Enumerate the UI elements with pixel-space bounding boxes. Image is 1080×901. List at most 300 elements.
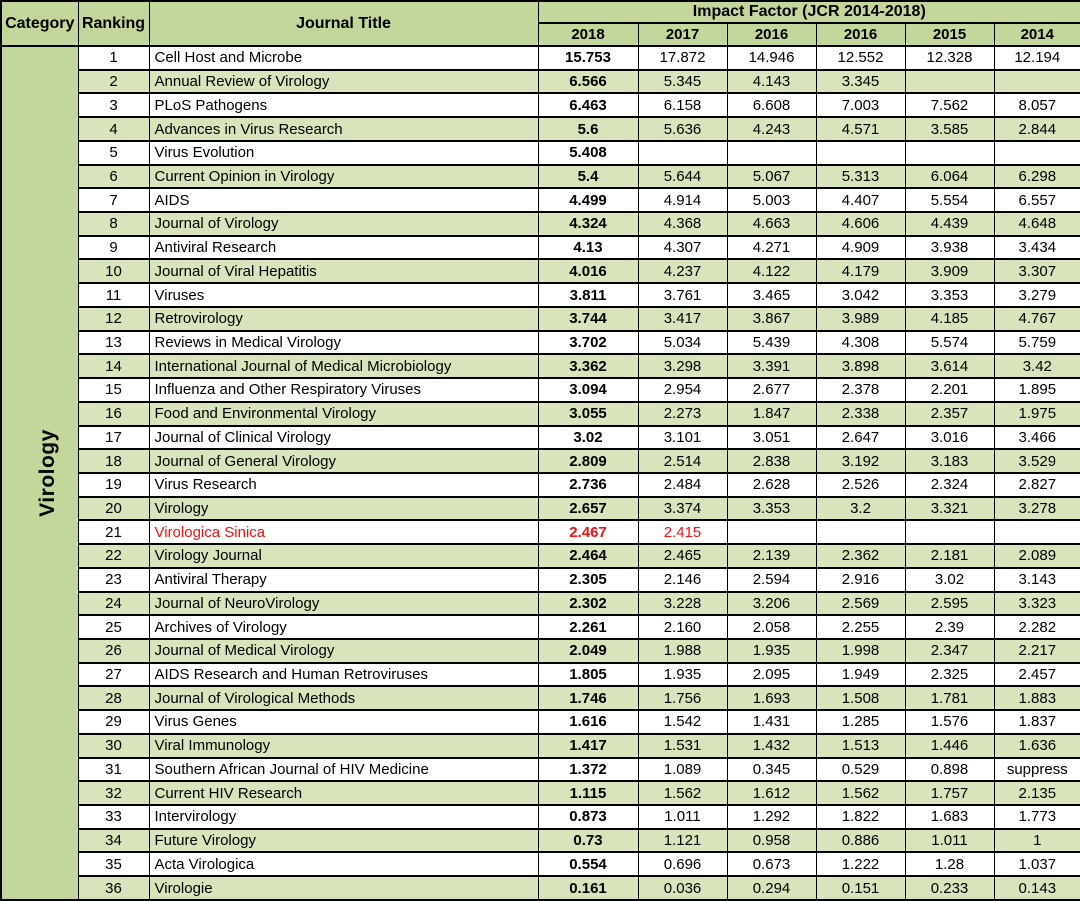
table-row bbox=[1, 734, 1080, 758]
table-row bbox=[1, 686, 1080, 710]
if-value-cell bbox=[994, 520, 1080, 544]
if-value-cell: 3.353 bbox=[727, 497, 816, 521]
if-value-cell bbox=[638, 141, 727, 165]
table-row bbox=[1, 758, 1080, 782]
if-value-cell: 1.531 bbox=[638, 734, 727, 758]
if-value-cell bbox=[727, 520, 816, 544]
if-value-cell: 4.407 bbox=[816, 188, 905, 212]
ranking-cell: 10 bbox=[78, 259, 149, 283]
ranking-cell: 7 bbox=[78, 188, 149, 212]
if-value-cell: 1.773 bbox=[994, 805, 1080, 829]
journal-title-cell: Journal of Virological Methods bbox=[149, 686, 538, 710]
table-row bbox=[1, 426, 1080, 450]
if-value-cell: 5.4 bbox=[538, 165, 638, 189]
ranking-cell: 8 bbox=[78, 212, 149, 236]
if-value-cell: 4.663 bbox=[727, 212, 816, 236]
ranking-cell: 27 bbox=[78, 663, 149, 687]
if-value-cell: 0.696 bbox=[638, 852, 727, 876]
if-value-cell: 0.554 bbox=[538, 852, 638, 876]
if-value-cell: 3.307 bbox=[994, 259, 1080, 283]
if-value-cell: 3.434 bbox=[994, 236, 1080, 260]
if-value-cell: 8.057 bbox=[994, 93, 1080, 117]
table-row bbox=[1, 710, 1080, 734]
if-value-cell: 3.02 bbox=[905, 568, 994, 592]
if-value-cell: 2.526 bbox=[816, 473, 905, 497]
if-value-cell bbox=[994, 141, 1080, 165]
ranking-cell: 26 bbox=[78, 639, 149, 663]
journal-title-cell: Journal of Clinical Virology bbox=[149, 426, 538, 450]
year-header-2018: 2018 bbox=[538, 23, 638, 46]
if-value-cell: 1.693 bbox=[727, 686, 816, 710]
if-value-cell: 3.323 bbox=[994, 592, 1080, 616]
if-value-cell: 3.183 bbox=[905, 449, 994, 473]
if-value-cell: 2.347 bbox=[905, 639, 994, 663]
if-value-cell: 3.02 bbox=[538, 426, 638, 450]
if-value-cell: 4.368 bbox=[638, 212, 727, 236]
if-value-cell: 2.378 bbox=[816, 378, 905, 402]
if-value-cell: 3.042 bbox=[816, 283, 905, 307]
journal-title-cell: Archives of Virology bbox=[149, 615, 538, 639]
if-value-cell: 2.39 bbox=[905, 615, 994, 639]
if-value-cell: 6.158 bbox=[638, 93, 727, 117]
journal-title-cell: Virus Research bbox=[149, 473, 538, 497]
table-row bbox=[1, 354, 1080, 378]
if-value-cell: 0.345 bbox=[727, 758, 816, 782]
table-row bbox=[1, 46, 1080, 70]
ranking-cell: 6 bbox=[78, 165, 149, 189]
table-row bbox=[1, 70, 1080, 94]
if-value-cell: 2.049 bbox=[538, 639, 638, 663]
journal-title-cell: Annual Review of Virology bbox=[149, 70, 538, 94]
journal-title-cell: Southern African Journal of HIV Medicine bbox=[149, 758, 538, 782]
if-value-cell: 1.805 bbox=[538, 663, 638, 687]
if-value-cell: 3.938 bbox=[905, 236, 994, 260]
if-value-cell: 5.034 bbox=[638, 331, 727, 355]
ranking-column-header: Ranking bbox=[78, 1, 149, 46]
if-value-cell: 1.446 bbox=[905, 734, 994, 758]
if-value-cell: 1.756 bbox=[638, 686, 727, 710]
journal-title-cell: Current Opinion in Virology bbox=[149, 165, 538, 189]
if-value-cell: 3.206 bbox=[727, 592, 816, 616]
if-value-cell: 1.837 bbox=[994, 710, 1080, 734]
if-value-cell: 3.298 bbox=[638, 354, 727, 378]
if-value-cell: 2.146 bbox=[638, 568, 727, 592]
ranking-cell: 20 bbox=[78, 497, 149, 521]
if-value-cell: 2.135 bbox=[994, 781, 1080, 805]
if-value-cell: 1.513 bbox=[816, 734, 905, 758]
if-value-cell: 1.372 bbox=[538, 758, 638, 782]
journal-title-cell: AIDS bbox=[149, 188, 538, 212]
if-value-cell: 3.417 bbox=[638, 307, 727, 331]
if-value-cell: 2.338 bbox=[816, 402, 905, 426]
if-value-cell: 3.278 bbox=[994, 497, 1080, 521]
journal-title-cell: Virology Journal bbox=[149, 544, 538, 568]
if-value-cell: 4.909 bbox=[816, 236, 905, 260]
if-value-cell: 2.647 bbox=[816, 426, 905, 450]
if-value-cell: 3.051 bbox=[727, 426, 816, 450]
table-row bbox=[1, 497, 1080, 521]
if-value-cell: 3.094 bbox=[538, 378, 638, 402]
if-value-cell: 2.657 bbox=[538, 497, 638, 521]
year-header-2016a: 2016 bbox=[727, 23, 816, 46]
journal-title-cell: Journal of Viral Hepatitis bbox=[149, 259, 538, 283]
journal-title-cell: Intervirology bbox=[149, 805, 538, 829]
journal-title-cell: Advances in Virus Research bbox=[149, 117, 538, 141]
if-value-cell: 6.566 bbox=[538, 70, 638, 94]
journal-title-cell: Viral Immunology bbox=[149, 734, 538, 758]
if-value-cell: 3.898 bbox=[816, 354, 905, 378]
if-value-cell: 1.222 bbox=[816, 852, 905, 876]
if-value-cell: 3.228 bbox=[638, 592, 727, 616]
if-value-cell: 1.683 bbox=[905, 805, 994, 829]
year-header-2016b: 2016 bbox=[816, 23, 905, 46]
if-value-cell: 1.011 bbox=[905, 829, 994, 853]
if-value-cell: 2.201 bbox=[905, 378, 994, 402]
ranking-cell: 5 bbox=[78, 141, 149, 165]
ranking-cell: 15 bbox=[78, 378, 149, 402]
ranking-cell: 34 bbox=[78, 829, 149, 853]
if-value-cell: 4.439 bbox=[905, 212, 994, 236]
journal-title-cell: Virology bbox=[149, 497, 538, 521]
table-row bbox=[1, 165, 1080, 189]
journal-title-cell: Journal of Medical Virology bbox=[149, 639, 538, 663]
if-value-cell: 2.325 bbox=[905, 663, 994, 687]
if-value-cell: 3.465 bbox=[727, 283, 816, 307]
ranking-cell: 23 bbox=[78, 568, 149, 592]
if-value-cell: 6.064 bbox=[905, 165, 994, 189]
if-value-cell: 1.757 bbox=[905, 781, 994, 805]
if-value-cell: 1.998 bbox=[816, 639, 905, 663]
journal-title-cell: Virus Evolution bbox=[149, 141, 538, 165]
if-value-cell: 1.616 bbox=[538, 710, 638, 734]
year-header-2014: 2014 bbox=[994, 23, 1080, 46]
if-value-cell: 0.73 bbox=[538, 829, 638, 853]
if-value-cell: 3.353 bbox=[905, 283, 994, 307]
if-value-cell: 2.514 bbox=[638, 449, 727, 473]
if-value-cell: 1.895 bbox=[994, 378, 1080, 402]
if-value-cell: 1.975 bbox=[994, 402, 1080, 426]
table-row bbox=[1, 592, 1080, 616]
ranking-cell: 18 bbox=[78, 449, 149, 473]
impact-factor-group-header: Impact Factor (JCR 2014-2018) bbox=[538, 1, 1080, 23]
if-value-cell: 4.122 bbox=[727, 259, 816, 283]
ranking-cell: 17 bbox=[78, 426, 149, 450]
if-value-cell: 1.988 bbox=[638, 639, 727, 663]
if-value-cell: 2.357 bbox=[905, 402, 994, 426]
journal-title-cell: Journal of General Virology bbox=[149, 449, 538, 473]
if-value-cell: 1.285 bbox=[816, 710, 905, 734]
if-value-cell: 1.037 bbox=[994, 852, 1080, 876]
if-value-cell: 1.562 bbox=[638, 781, 727, 805]
if-value-cell: 4.237 bbox=[638, 259, 727, 283]
if-value-cell: 3.909 bbox=[905, 259, 994, 283]
table-row bbox=[1, 188, 1080, 212]
if-value-cell: 1 bbox=[994, 829, 1080, 853]
table-row bbox=[1, 852, 1080, 876]
journal-title-cell: Food and Environmental Virology bbox=[149, 402, 538, 426]
table-row bbox=[1, 117, 1080, 141]
table-row bbox=[1, 93, 1080, 117]
if-value-cell: 2.484 bbox=[638, 473, 727, 497]
if-value-cell: 4.571 bbox=[816, 117, 905, 141]
if-value-cell: 3.529 bbox=[994, 449, 1080, 473]
table-row bbox=[1, 236, 1080, 260]
ranking-cell: 28 bbox=[78, 686, 149, 710]
if-value-cell: 0.873 bbox=[538, 805, 638, 829]
journal-title-cell: Influenza and Other Respiratory Viruses bbox=[149, 378, 538, 402]
if-value-cell: 0.958 bbox=[727, 829, 816, 853]
if-value-cell: 4.243 bbox=[727, 117, 816, 141]
year-header-2015: 2015 bbox=[905, 23, 994, 46]
year-header-2017: 2017 bbox=[638, 23, 727, 46]
journal-title-cell: Acta Virologica bbox=[149, 852, 538, 876]
if-value-cell: 1.115 bbox=[538, 781, 638, 805]
if-value-cell: 4.271 bbox=[727, 236, 816, 260]
if-value-cell: 0.143 bbox=[994, 876, 1080, 900]
table-row bbox=[1, 473, 1080, 497]
if-value-cell: 2.058 bbox=[727, 615, 816, 639]
if-value-cell: 1.432 bbox=[727, 734, 816, 758]
if-value-cell: 7.562 bbox=[905, 93, 994, 117]
if-value-cell: 1.417 bbox=[538, 734, 638, 758]
if-value-cell: 1.935 bbox=[638, 663, 727, 687]
journal-title-cell: Future Virology bbox=[149, 829, 538, 853]
ranking-cell: 4 bbox=[78, 117, 149, 141]
table-row bbox=[1, 663, 1080, 687]
ranking-cell: 33 bbox=[78, 805, 149, 829]
journal-title-cell: Journal of Virology bbox=[149, 212, 538, 236]
ranking-cell: 36 bbox=[78, 876, 149, 900]
if-value-cell bbox=[905, 70, 994, 94]
journal-title-cell: Journal of NeuroVirology bbox=[149, 592, 538, 616]
if-value-cell: 0.673 bbox=[727, 852, 816, 876]
table-row bbox=[1, 544, 1080, 568]
table-row bbox=[1, 307, 1080, 331]
if-value-cell: 1.883 bbox=[994, 686, 1080, 710]
if-value-cell: 7.003 bbox=[816, 93, 905, 117]
ranking-cell: 3 bbox=[78, 93, 149, 117]
if-value-cell: 3.143 bbox=[994, 568, 1080, 592]
if-value-cell: 5.574 bbox=[905, 331, 994, 355]
if-value-cell: 1.746 bbox=[538, 686, 638, 710]
ranking-cell: 1 bbox=[78, 46, 149, 70]
if-value-cell: 0.886 bbox=[816, 829, 905, 853]
if-value-cell: 3.614 bbox=[905, 354, 994, 378]
if-value-cell: 1.822 bbox=[816, 805, 905, 829]
if-value-cell: 2.261 bbox=[538, 615, 638, 639]
if-value-cell: 1.011 bbox=[638, 805, 727, 829]
if-value-cell: 2.415 bbox=[638, 520, 727, 544]
if-value-cell: 1.949 bbox=[816, 663, 905, 687]
table-row bbox=[1, 520, 1080, 544]
if-value-cell bbox=[816, 141, 905, 165]
if-value-cell: 2.467 bbox=[538, 520, 638, 544]
ranking-cell: 30 bbox=[78, 734, 149, 758]
if-value-cell: 2.457 bbox=[994, 663, 1080, 687]
if-value-cell bbox=[727, 141, 816, 165]
if-value-cell: 4.016 bbox=[538, 259, 638, 283]
table-row bbox=[1, 829, 1080, 853]
if-value-cell: 4.307 bbox=[638, 236, 727, 260]
ranking-cell: 35 bbox=[78, 852, 149, 876]
if-value-cell: 0.233 bbox=[905, 876, 994, 900]
if-value-cell: 2.595 bbox=[905, 592, 994, 616]
if-value-cell: 2.954 bbox=[638, 378, 727, 402]
ranking-cell: 24 bbox=[78, 592, 149, 616]
if-value-cell: 2.569 bbox=[816, 592, 905, 616]
ranking-cell: 13 bbox=[78, 331, 149, 355]
ranking-cell: 25 bbox=[78, 615, 149, 639]
if-value-cell: 1.576 bbox=[905, 710, 994, 734]
if-value-cell: 4.767 bbox=[994, 307, 1080, 331]
if-value-cell: 4.143 bbox=[727, 70, 816, 94]
if-value-cell: 3.391 bbox=[727, 354, 816, 378]
if-value-cell: 4.308 bbox=[816, 331, 905, 355]
table-row bbox=[1, 141, 1080, 165]
if-value-cell: 3.362 bbox=[538, 354, 638, 378]
if-value-cell: 2.181 bbox=[905, 544, 994, 568]
ranking-cell: 2 bbox=[78, 70, 149, 94]
category-label: Virology bbox=[35, 429, 59, 517]
if-value-cell: 5.067 bbox=[727, 165, 816, 189]
if-value-cell: 2.827 bbox=[994, 473, 1080, 497]
if-value-cell: 0.898 bbox=[905, 758, 994, 782]
if-value-cell: 3.42 bbox=[994, 354, 1080, 378]
if-value-cell: 2.282 bbox=[994, 615, 1080, 639]
if-value-cell: 4.185 bbox=[905, 307, 994, 331]
if-value-cell: 3.466 bbox=[994, 426, 1080, 450]
if-value-cell: 3.016 bbox=[905, 426, 994, 450]
if-value-cell: 3.702 bbox=[538, 331, 638, 355]
journal-title-cell: PLoS Pathogens bbox=[149, 93, 538, 117]
if-value-cell: 3.811 bbox=[538, 283, 638, 307]
if-value-cell: 6.298 bbox=[994, 165, 1080, 189]
table-row bbox=[1, 639, 1080, 663]
if-value-cell: 1.562 bbox=[816, 781, 905, 805]
if-value-cell: 2.916 bbox=[816, 568, 905, 592]
if-value-cell: 0.294 bbox=[727, 876, 816, 900]
if-value-cell: 15.753 bbox=[538, 46, 638, 70]
if-value-cell: 0.161 bbox=[538, 876, 638, 900]
if-value-cell: 2.302 bbox=[538, 592, 638, 616]
journal-title-cell: Virologie bbox=[149, 876, 538, 900]
if-value-cell: suppress bbox=[994, 758, 1080, 782]
if-value-cell: 6.557 bbox=[994, 188, 1080, 212]
journal-title-column-header: Journal Title bbox=[149, 1, 538, 46]
if-value-cell: 2.838 bbox=[727, 449, 816, 473]
table-row bbox=[1, 283, 1080, 307]
journal-title-cell: Virologica Sinica bbox=[149, 520, 538, 544]
if-value-cell: 3.989 bbox=[816, 307, 905, 331]
if-value-cell: 1.636 bbox=[994, 734, 1080, 758]
if-value-cell: 2.844 bbox=[994, 117, 1080, 141]
if-value-cell: 6.463 bbox=[538, 93, 638, 117]
if-value-cell: 2.273 bbox=[638, 402, 727, 426]
table-row bbox=[1, 876, 1080, 900]
table-row bbox=[1, 615, 1080, 639]
if-value-cell: 1.847 bbox=[727, 402, 816, 426]
table-row bbox=[1, 805, 1080, 829]
ranking-cell: 16 bbox=[78, 402, 149, 426]
if-value-cell: 4.606 bbox=[816, 212, 905, 236]
journal-title-cell: Virus Genes bbox=[149, 710, 538, 734]
if-value-cell: 3.321 bbox=[905, 497, 994, 521]
if-value-cell: 1.28 bbox=[905, 852, 994, 876]
if-value-cell: 12.328 bbox=[905, 46, 994, 70]
ranking-cell: 19 bbox=[78, 473, 149, 497]
if-value-cell: 5.345 bbox=[638, 70, 727, 94]
if-value-cell: 0.529 bbox=[816, 758, 905, 782]
if-value-cell: 5.554 bbox=[905, 188, 994, 212]
table-row bbox=[1, 212, 1080, 236]
if-value-cell: 1.612 bbox=[727, 781, 816, 805]
journal-title-cell: Current HIV Research bbox=[149, 781, 538, 805]
if-value-cell: 0.151 bbox=[816, 876, 905, 900]
table-row bbox=[1, 331, 1080, 355]
if-value-cell bbox=[905, 520, 994, 544]
if-value-cell: 2.736 bbox=[538, 473, 638, 497]
if-value-cell: 1.781 bbox=[905, 686, 994, 710]
if-value-cell: 4.499 bbox=[538, 188, 638, 212]
if-value-cell: 2.465 bbox=[638, 544, 727, 568]
ranking-cell: 22 bbox=[78, 544, 149, 568]
ranking-cell: 32 bbox=[78, 781, 149, 805]
journal-title-cell: Cell Host and Microbe bbox=[149, 46, 538, 70]
if-value-cell: 2.677 bbox=[727, 378, 816, 402]
ranking-cell: 21 bbox=[78, 520, 149, 544]
if-value-cell: 2.305 bbox=[538, 568, 638, 592]
table-row bbox=[1, 449, 1080, 473]
if-value-cell: 4.914 bbox=[638, 188, 727, 212]
if-value-cell: 12.194 bbox=[994, 46, 1080, 70]
ranking-cell: 9 bbox=[78, 236, 149, 260]
if-value-cell: 1.089 bbox=[638, 758, 727, 782]
ranking-cell: 11 bbox=[78, 283, 149, 307]
table-row bbox=[1, 402, 1080, 426]
journal-title-cell: Retrovirology bbox=[149, 307, 538, 331]
if-value-cell: 2.089 bbox=[994, 544, 1080, 568]
journal-title-cell: Viruses bbox=[149, 283, 538, 307]
if-value-cell: 6.608 bbox=[727, 93, 816, 117]
if-value-cell: 2.628 bbox=[727, 473, 816, 497]
journal-title-cell: Reviews in Medical Virology bbox=[149, 331, 538, 355]
category-column-header: Category bbox=[1, 1, 78, 46]
if-value-cell: 4.13 bbox=[538, 236, 638, 260]
journal-title-cell: Antiviral Therapy bbox=[149, 568, 538, 592]
if-value-cell: 4.179 bbox=[816, 259, 905, 283]
if-value-cell: 5.636 bbox=[638, 117, 727, 141]
if-value-cell: 3.101 bbox=[638, 426, 727, 450]
if-value-cell: 2.362 bbox=[816, 544, 905, 568]
if-value-cell: 17.872 bbox=[638, 46, 727, 70]
if-value-cell: 4.324 bbox=[538, 212, 638, 236]
ranking-cell: 14 bbox=[78, 354, 149, 378]
if-value-cell: 2.464 bbox=[538, 544, 638, 568]
if-value-cell: 5.644 bbox=[638, 165, 727, 189]
if-value-cell: 3.279 bbox=[994, 283, 1080, 307]
if-value-cell: 3.761 bbox=[638, 283, 727, 307]
if-value-cell: 4.648 bbox=[994, 212, 1080, 236]
if-value-cell: 1.121 bbox=[638, 829, 727, 853]
if-value-cell: 3.867 bbox=[727, 307, 816, 331]
if-value-cell: 2.139 bbox=[727, 544, 816, 568]
if-value-cell: 2.217 bbox=[994, 639, 1080, 663]
if-value-cell: 14.946 bbox=[727, 46, 816, 70]
table-body bbox=[1, 46, 1080, 900]
if-value-cell: 2.160 bbox=[638, 615, 727, 639]
if-value-cell: 5.003 bbox=[727, 188, 816, 212]
if-value-cell: 3.374 bbox=[638, 497, 727, 521]
